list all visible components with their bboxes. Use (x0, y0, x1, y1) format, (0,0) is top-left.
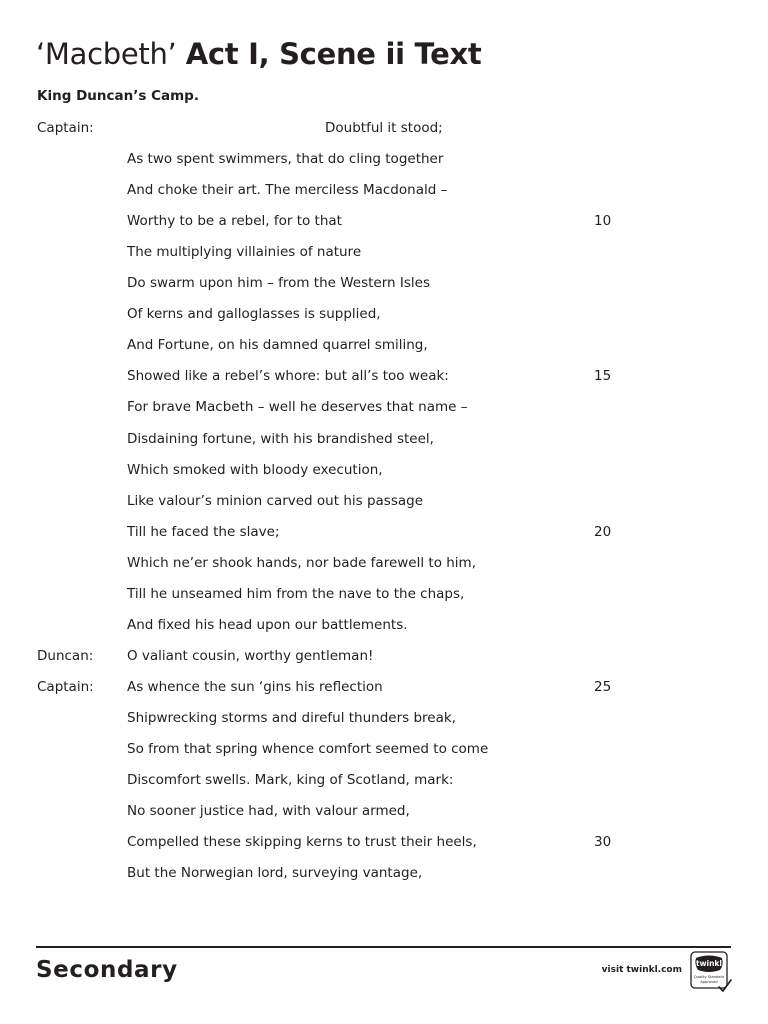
script-line (0, 241, 768, 263)
verse-text: O valiant cousin, worthy gentleman! (127, 647, 374, 664)
script-line (0, 862, 768, 884)
script-line (0, 552, 768, 574)
script-line (0, 303, 768, 325)
script-line (0, 334, 768, 356)
verse-text: Compelled these skipping kerns to trust their heels, (127, 834, 477, 851)
speaker-name: Captain: (37, 120, 94, 136)
verse-text: The multiplying villainies of nature (127, 244, 362, 261)
verse-text: Do swarm upon him – from the Western Isles (127, 275, 430, 292)
verse-text: Showed like a rebel’s whore: but all’s too weak: (127, 368, 449, 385)
script-line (0, 769, 768, 791)
verse-text: Discomfort swells. Mark, king of Scotland, mark: (127, 772, 454, 789)
script-line (0, 210, 768, 232)
verse-text: Till he faced the slave; (127, 523, 280, 540)
line-number: 20 (594, 523, 612, 540)
script-line (0, 396, 768, 418)
script-line (0, 148, 768, 170)
script-line (0, 614, 768, 636)
twinkl-website-link[interactable]: visit twinkl.com (601, 965, 682, 975)
script-line (0, 490, 768, 512)
verse-text: Doubtful it stood; (325, 120, 443, 136)
verse-text: Disdaining fortune, with his brandished steel, (127, 430, 434, 447)
script-line (0, 583, 768, 605)
verse-text: Like valour’s minion carved out his passage (127, 492, 424, 509)
script-line (0, 676, 768, 698)
verse-text: As two spent swimmers, that do cling together (127, 151, 444, 168)
script-line (0, 645, 768, 667)
verse-text: Of kerns and galloglasses is supplied, (127, 306, 381, 323)
footer-brand: Secondary (36, 957, 178, 983)
badge-brand-text: twinkl (696, 959, 722, 968)
scene-setting: King Duncan’s Camp. (37, 88, 199, 104)
page-title-play-name: ‘Macbeth’ (36, 37, 177, 71)
speaker-name: Captain: (37, 678, 94, 695)
page-title (36, 34, 482, 74)
line-number: 15 (594, 368, 612, 385)
script-line (0, 738, 768, 760)
script-line (0, 179, 768, 201)
script-line (0, 521, 768, 543)
script-line (0, 459, 768, 481)
page-title-scene: Act I, Scene ii Text (185, 37, 482, 71)
verse-text: No sooner justice had, with valour armed, (127, 803, 410, 820)
verse-text: So from that spring whence comfort seemed to come (127, 741, 489, 757)
verse-text: But the Norwegian lord, surveying vantage, (127, 865, 423, 882)
script-line (0, 800, 768, 822)
verse-text: Shipwrecking storms and direful thunders break, (127, 710, 456, 726)
script-line (0, 272, 768, 294)
script-line (0, 428, 768, 450)
script-line (0, 117, 768, 139)
twinkl-quality-badge-icon (690, 951, 732, 993)
line-number: 30 (594, 834, 612, 851)
line-number: 10 (594, 213, 612, 230)
line-number: 25 (594, 678, 612, 695)
script-line (0, 365, 768, 387)
badge-caption-line-2: Approved (700, 980, 718, 984)
script-line (0, 707, 768, 729)
verse-text: Worthy to be a rebel, for to that (127, 213, 342, 230)
verse-text: As whence the sun ‘gins his reflection (127, 678, 383, 695)
speaker-name: Duncan: (37, 647, 94, 664)
footer-divider (36, 946, 731, 948)
verse-text: For brave Macbeth – well he deserves that name – (127, 399, 468, 416)
badge-caption-line-1: Quality Standard (693, 975, 725, 979)
verse-text: Which smoked with bloody execution, (127, 461, 383, 478)
verse-text: Which ne’er shook hands, nor bade farewell to him, (127, 554, 476, 571)
verse-text: And choke their art. The merciless Macdonald – (127, 182, 448, 199)
script-line (0, 831, 768, 853)
verse-text: And fixed his head upon our battlements. (127, 616, 408, 633)
verse-text: And Fortune, on his damned quarrel smiling, (127, 337, 428, 354)
verse-text: Till he unseamed him from the nave to the chaps, (127, 585, 465, 602)
